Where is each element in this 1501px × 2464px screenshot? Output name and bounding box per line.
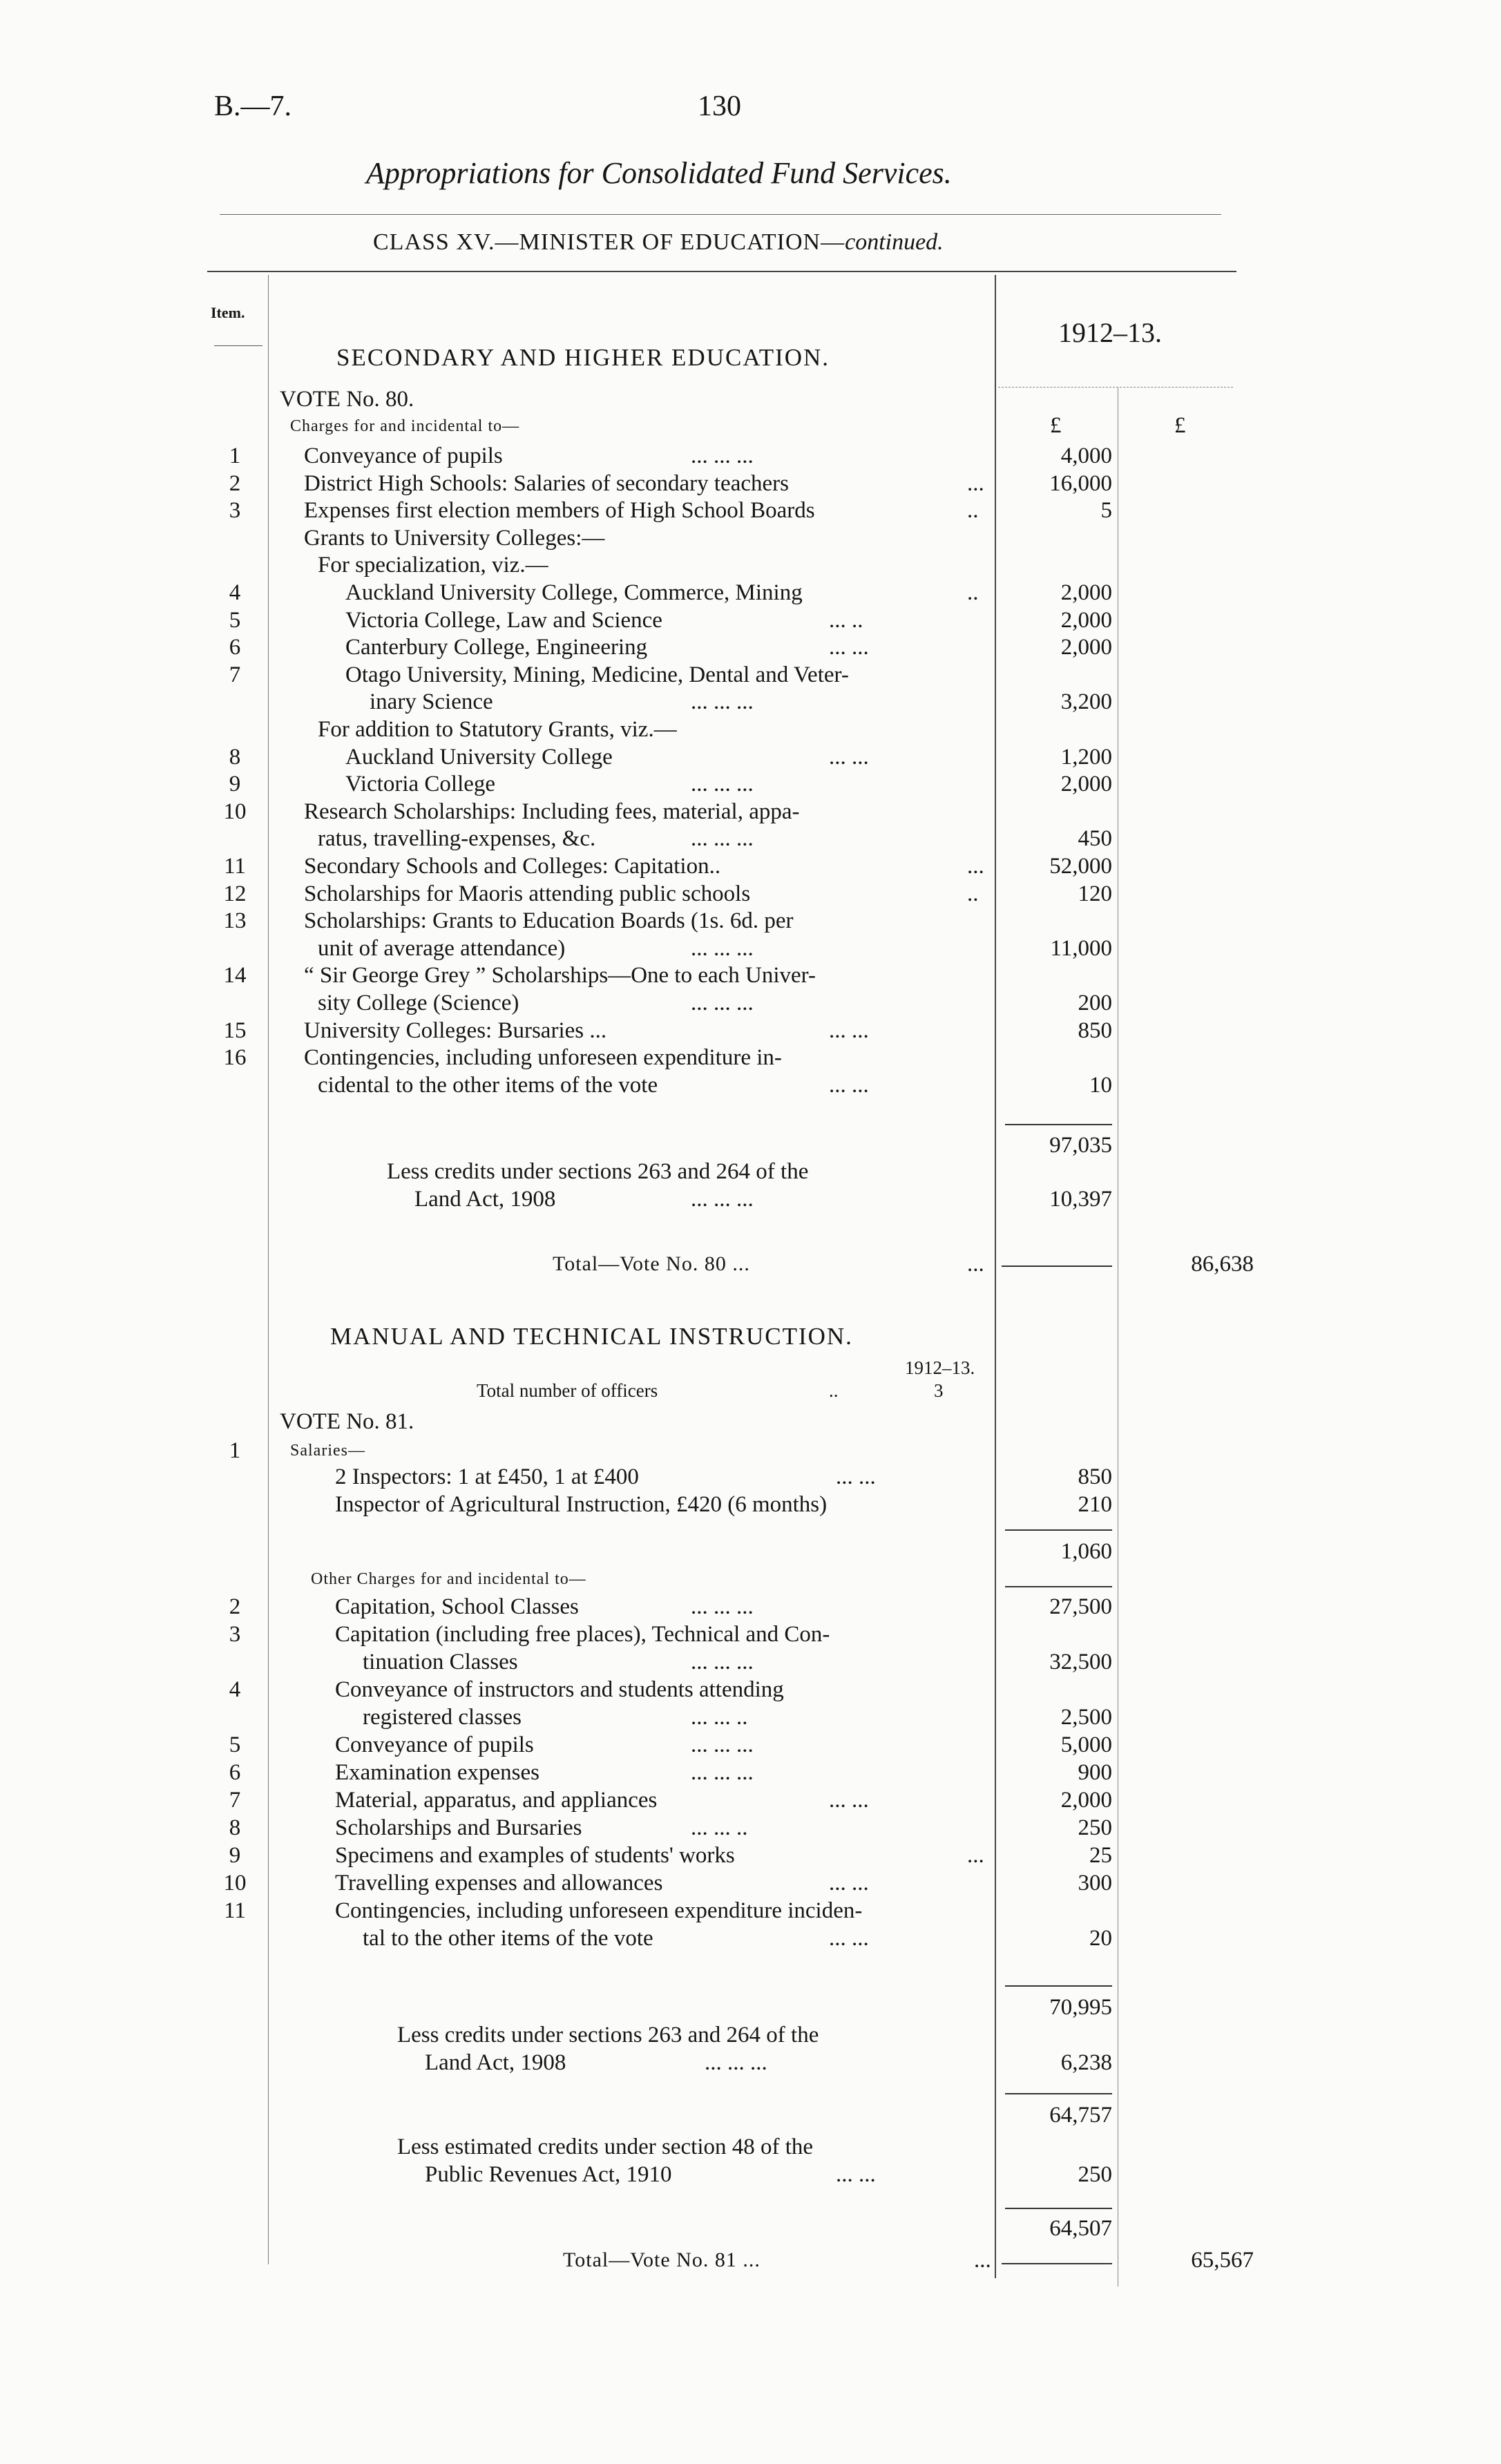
- table-row: [0, 524, 1501, 552]
- leader-dots: ..: [967, 881, 979, 906]
- table-row: [0, 880, 1501, 908]
- item-number: 9: [229, 1843, 241, 1868]
- table-row: [0, 798, 1501, 825]
- item-description: cidental to the other items of the vote: [318, 1072, 658, 1098]
- charges-heading-80: Charges for and incidental to—: [290, 417, 520, 435]
- item-amount: 850: [1078, 1018, 1112, 1043]
- salaries-item-no: 1: [229, 1438, 241, 1463]
- item-description: tal to the other items of the vote: [363, 1926, 653, 1951]
- less-credits-text-80-b: Land Act, 1908: [414, 1187, 556, 1212]
- leader-dots: ... ... ...: [691, 689, 754, 715]
- table-row: [0, 607, 1501, 634]
- table-row: [0, 935, 1501, 962]
- item-description: Travelling expenses and allowances: [335, 1871, 663, 1895]
- less-estimated-row-81: [0, 2133, 1501, 2161]
- item-amount: 900: [1078, 1760, 1112, 1785]
- other-charges-heading: Other Charges for and incidental to—: [311, 1570, 586, 1588]
- less-credits-amount-81: 6,238: [1060, 2050, 1112, 2075]
- table-row: [0, 989, 1501, 1017]
- item-number: 4: [229, 1677, 241, 1702]
- table-row: [0, 1869, 1501, 1897]
- salary-subtotal-amount: 1,060: [1060, 1539, 1112, 1564]
- total-dots-80: ...: [967, 1252, 984, 1277]
- table-row: [0, 1814, 1501, 1842]
- item-description: Expenses first election members of High School Boards: [304, 498, 815, 524]
- net2-rule-81: [1005, 2208, 1112, 2209]
- item-number: 13: [223, 908, 247, 934]
- table-row: [0, 716, 1501, 743]
- leader-dots: ... ...: [829, 1018, 869, 1043]
- net1-rule-81: [1005, 2093, 1112, 2094]
- less-estimated-text-81-b: Public Revenues Act, 1910: [425, 2162, 672, 2187]
- table-row: [0, 1786, 1501, 1814]
- item-number: 3: [229, 1622, 241, 1647]
- item-amount: 5,000: [1060, 1732, 1112, 1757]
- item-amount: 20: [1089, 1926, 1112, 1951]
- leader-dots: ... ...: [829, 635, 869, 660]
- officers-label: Total number of officers: [477, 1380, 658, 1401]
- less-credits-text-81-b: Land Act, 1908: [425, 2050, 566, 2075]
- item-description: Canterbury College, Engineering: [345, 635, 648, 660]
- item-number: 9: [229, 772, 241, 797]
- leader-dots: ... ...: [829, 744, 869, 770]
- item-number: 5: [229, 607, 241, 633]
- item-amount: 2,000: [1060, 580, 1112, 605]
- item-number: 16: [223, 1045, 247, 1071]
- item-description: unit of average attendance): [318, 935, 566, 961]
- less-estimated-text-81: Less estimated credits under section 48 of the: [397, 2134, 814, 2159]
- table-row: [0, 1648, 1501, 1676]
- item-description: Scholarships for Maoris attending public schools: [304, 881, 751, 906]
- section-heading-manual: MANUAL AND TECHNICAL INSTRUCTION.: [330, 1323, 853, 1350]
- item-number: 10: [223, 799, 247, 824]
- item-description: Specimens and examples of students' works: [335, 1843, 735, 1868]
- item-amount: 250: [1078, 1815, 1112, 1840]
- less-credits-dots-80: ... ... ...: [691, 1187, 754, 1212]
- leader-dots: ..: [967, 580, 979, 605]
- table-row: [0, 470, 1501, 497]
- item-amount: 200: [1078, 991, 1112, 1015]
- total-dots-81: ...: [974, 2248, 991, 2273]
- item-amount: 25: [1089, 1843, 1112, 1868]
- item-description: Grants to University Colleges:—: [304, 525, 605, 551]
- item-description: Scholarships: Grants to Education Boards (1s. 6d. per: [304, 908, 794, 934]
- item-description: ratus, travelling-expenses, &c.: [318, 826, 596, 852]
- net1-amount-81: 64,757: [1049, 2103, 1112, 2128]
- item-number: 8: [229, 744, 241, 770]
- item-amount: 11,000: [1050, 935, 1112, 961]
- item-description: sity College (Science): [318, 991, 519, 1015]
- table-row: [0, 1593, 1501, 1621]
- item-number: 15: [223, 1018, 247, 1043]
- table-row: [0, 661, 1501, 689]
- less-estimated-dots-81: ... ...: [836, 2162, 876, 2187]
- item-amount: 2,000: [1060, 635, 1112, 660]
- vote-80-label: VOTE No. 80.: [280, 387, 414, 412]
- item-description: Contingencies, including unforeseen expenditure inciden-: [335, 1898, 863, 1923]
- total-label-80: Total—Vote No. 80 ...: [553, 1252, 750, 1275]
- item-number: 7: [229, 1788, 241, 1813]
- table-row: [0, 633, 1501, 661]
- leader-dots: ... ... ...: [691, 1732, 754, 1757]
- item-number: 5: [229, 1732, 241, 1757]
- less-credits-text-80: Less credits under sections 263 and 264 of the: [387, 1159, 809, 1184]
- leader-dots: ... ... ...: [691, 772, 754, 797]
- table-row: [0, 743, 1501, 771]
- less-credits-text-81: Less credits under sections 263 and 264 of the: [397, 2023, 819, 2047]
- currency-left: £: [1050, 413, 1062, 438]
- item-description: Scholarships and Bursaries: [335, 1815, 582, 1840]
- table-row: [0, 1491, 1501, 1518]
- item-column-header: Item.: [211, 304, 245, 321]
- leader-dots: ... ... ...: [691, 935, 754, 961]
- table-row: [0, 442, 1501, 470]
- subtotal-rule-81: [1005, 1985, 1112, 1987]
- leader-dots: ...: [967, 1843, 984, 1868]
- leader-dots: ... ..: [829, 607, 863, 633]
- item-description: Victoria College: [345, 772, 496, 797]
- table-row: [0, 1017, 1501, 1044]
- item-amount: 850: [1078, 1464, 1112, 1489]
- table-row: [0, 1925, 1501, 1952]
- item-number: 11: [224, 1898, 246, 1923]
- item-description: Secondary Schools and Colleges: Capitation..: [304, 854, 721, 879]
- salaries-heading: Salaries—: [290, 1442, 365, 1460]
- leader-dots: ... ...: [829, 1871, 869, 1895]
- item-number: 3: [229, 498, 241, 524]
- salary-subtotal-rule: [1005, 1529, 1112, 1531]
- item-amount: 210: [1078, 1492, 1112, 1517]
- item-description: Examination expenses: [335, 1760, 540, 1785]
- table-row: [0, 1676, 1501, 1703]
- total-amount-80: 86,638: [1191, 1252, 1254, 1277]
- table-row: [0, 852, 1501, 880]
- item-amount: 450: [1078, 826, 1112, 852]
- leader-dots: ... ...: [829, 1926, 869, 1951]
- table-row: [0, 1463, 1501, 1491]
- leader-dots: ... ...: [836, 1464, 876, 1489]
- table-top-rule: [207, 271, 1236, 272]
- item-number: 2: [229, 470, 241, 496]
- item-amount: 3,200: [1060, 689, 1112, 715]
- item-description: Contingencies, including unforeseen expenditure in-: [304, 1045, 782, 1071]
- class-line: CLASS XV.—MINISTER OF EDUCATION—: [373, 229, 845, 255]
- total-row-81: [0, 2246, 1501, 2274]
- total-label-81: Total—Vote No. 81 ...: [563, 2248, 761, 2271]
- salaries-row: [0, 1437, 1501, 1464]
- table-row: [0, 1759, 1501, 1786]
- year-column-header: 1912–13.: [1058, 317, 1162, 348]
- currency-right: £: [1174, 413, 1186, 438]
- item-description: Capitation, School Classes: [335, 1594, 579, 1619]
- officers-dots: ..: [829, 1380, 839, 1401]
- item-number: 2: [229, 1594, 241, 1619]
- table-row: [0, 825, 1501, 852]
- item-amount: 2,000: [1060, 1788, 1112, 1813]
- vote-81-label: VOTE No. 81.: [280, 1409, 414, 1434]
- table-row: [0, 497, 1501, 524]
- item-description: Auckland University College: [345, 744, 613, 770]
- leader-dots: ... ... ...: [691, 1650, 754, 1674]
- total-row-80: [0, 1250, 1501, 1278]
- item-description: Capitation (including free places), Technical and Con-: [335, 1622, 830, 1647]
- leader-dots: ... ... ..: [691, 1705, 748, 1730]
- table-row: [0, 1071, 1501, 1099]
- item-amount: 16,000: [1049, 470, 1112, 496]
- item-description: registered classes: [363, 1705, 522, 1730]
- net2-amount-81: 64,507: [1049, 2216, 1112, 2241]
- table-row: [0, 1897, 1501, 1925]
- item-description: tinuation Classes: [363, 1650, 518, 1674]
- item-number: 12: [223, 881, 247, 906]
- item-amount: 5: [1100, 498, 1112, 524]
- table-row: [0, 770, 1501, 798]
- other-charges-row: [0, 1565, 1501, 1593]
- less-credits-row-81: [0, 2021, 1501, 2049]
- item-number: 4: [229, 580, 241, 605]
- title-rule: [220, 214, 1221, 215]
- item-description: Material, apparatus, and appliances: [335, 1788, 658, 1813]
- item-description: 2 Inspectors: 1 at £450, 1 at £400: [335, 1464, 639, 1489]
- item-description: For addition to Statutory Grants, viz.—: [318, 717, 677, 742]
- salary-subtotal-row: [0, 1538, 1501, 1565]
- less-credits-row-80: [0, 1158, 1501, 1185]
- leader-dots: ...: [967, 854, 984, 879]
- officers-year: 1912–13.: [905, 1357, 975, 1378]
- item-amount: 10: [1089, 1072, 1112, 1098]
- item-amount: 2,500: [1060, 1705, 1112, 1730]
- item-number: 6: [229, 1760, 241, 1785]
- item-header-rule: [214, 345, 262, 346]
- item-amount: 2,000: [1060, 607, 1112, 633]
- officers-count: 3: [934, 1380, 944, 1401]
- item-description: Victoria College, Law and Science: [345, 607, 662, 633]
- less-credits-amount-80: 10,397: [1049, 1187, 1112, 1212]
- item-description: District High Schools: Salaries of secondary teachers: [304, 470, 789, 496]
- table-row: [0, 1044, 1501, 1071]
- less-estimated-amount-81: 250: [1078, 2162, 1112, 2187]
- item-description: Conveyance of pupils: [304, 443, 503, 468]
- item-amount: 32,500: [1049, 1650, 1112, 1674]
- item-amount: 52,000: [1049, 854, 1112, 879]
- total-rule-80: [1002, 1266, 1112, 1267]
- less-estimated-row-81-b: [0, 2161, 1501, 2188]
- other-charges-rule: [1005, 1586, 1112, 1587]
- section-heading-secondary: SECONDARY AND HIGHER EDUCATION.: [336, 344, 830, 371]
- subtotal-row-81: [0, 1994, 1501, 2021]
- leader-dots: ... ...: [829, 1788, 869, 1813]
- leader-dots: ... ... ..: [691, 1815, 748, 1840]
- leader-dots: ... ... ...: [691, 826, 754, 852]
- class-heading: [373, 229, 944, 256]
- table-row: [0, 1621, 1501, 1648]
- item-description: “ Sir George Grey ” Scholarships—One to each Univer-: [304, 963, 816, 989]
- leader-dots: ... ... ...: [691, 443, 754, 468]
- item-description: Auckland University College, Commerce, Mining: [345, 580, 803, 605]
- subtotal-amount-81: 70,995: [1049, 1995, 1112, 2020]
- leader-dots: ... ...: [829, 1072, 869, 1098]
- item-amount: 300: [1078, 1871, 1112, 1895]
- item-number: 6: [229, 635, 241, 660]
- item-amount: 4,000: [1060, 443, 1112, 468]
- leader-dots: ..: [967, 498, 979, 524]
- item-amount: 120: [1078, 881, 1112, 906]
- table-row: [0, 688, 1501, 716]
- item-description: For specialization, viz.—: [318, 553, 548, 578]
- item-number: 7: [229, 662, 241, 687]
- less-credits-row-81-b: [0, 2049, 1501, 2076]
- table-row: [0, 1842, 1501, 1869]
- table-row: [0, 551, 1501, 579]
- leader-dots: ... ... ...: [691, 1760, 754, 1785]
- less-credits-dots-81: ... ... ...: [705, 2050, 767, 2075]
- item-number: 14: [223, 963, 247, 989]
- leader-dots: ...: [967, 470, 984, 496]
- subtotal-rule-80: [1005, 1124, 1112, 1125]
- table-row: [0, 1703, 1501, 1731]
- item-amount: 1,200: [1060, 744, 1112, 770]
- item-description: Conveyance of pupils: [335, 1732, 534, 1757]
- table-row: [0, 962, 1501, 989]
- class-suffix: continued.: [845, 229, 944, 255]
- item-description: University Colleges: Bursaries ...: [304, 1018, 607, 1043]
- item-description: Research Scholarships: Including fees, material, appa-: [304, 799, 800, 824]
- item-number: 10: [223, 1871, 247, 1895]
- table-row: [0, 907, 1501, 935]
- item-number: 1: [229, 443, 241, 468]
- item-description: inary Science: [370, 689, 493, 715]
- leader-dots: ... ... ...: [691, 991, 754, 1015]
- table-row: [0, 579, 1501, 607]
- page-number: 130: [698, 90, 741, 122]
- item-description: Conveyance of instructors and students attending: [335, 1677, 784, 1702]
- item-amount: 2,000: [1060, 772, 1112, 797]
- table-row: [0, 1731, 1501, 1759]
- subtotal-row-80: [0, 1131, 1501, 1159]
- total-amount-81: 65,567: [1191, 2248, 1254, 2273]
- item-description: Otago University, Mining, Medicine, Dental and Veter-: [345, 662, 849, 687]
- page-title: Appropriations for Consolidated Fund Services.: [366, 156, 952, 190]
- item-amount: 27,500: [1049, 1594, 1112, 1619]
- year-header-rule: [998, 387, 1233, 388]
- leader-dots: ... ... ...: [691, 1594, 754, 1619]
- document-reference: B.—7.: [214, 90, 292, 122]
- net1-row-81: [0, 2101, 1501, 2129]
- item-description: Inspector of Agricultural Instruction, £420 (6 months): [335, 1492, 828, 1517]
- less-credits-row-80-b: [0, 1185, 1501, 1213]
- total-rule-81: [1002, 2263, 1112, 2264]
- item-number: 11: [224, 854, 246, 879]
- item-number: 8: [229, 1815, 241, 1840]
- net2-row-81: [0, 2215, 1501, 2242]
- subtotal-amount-80: 97,035: [1049, 1133, 1112, 1158]
